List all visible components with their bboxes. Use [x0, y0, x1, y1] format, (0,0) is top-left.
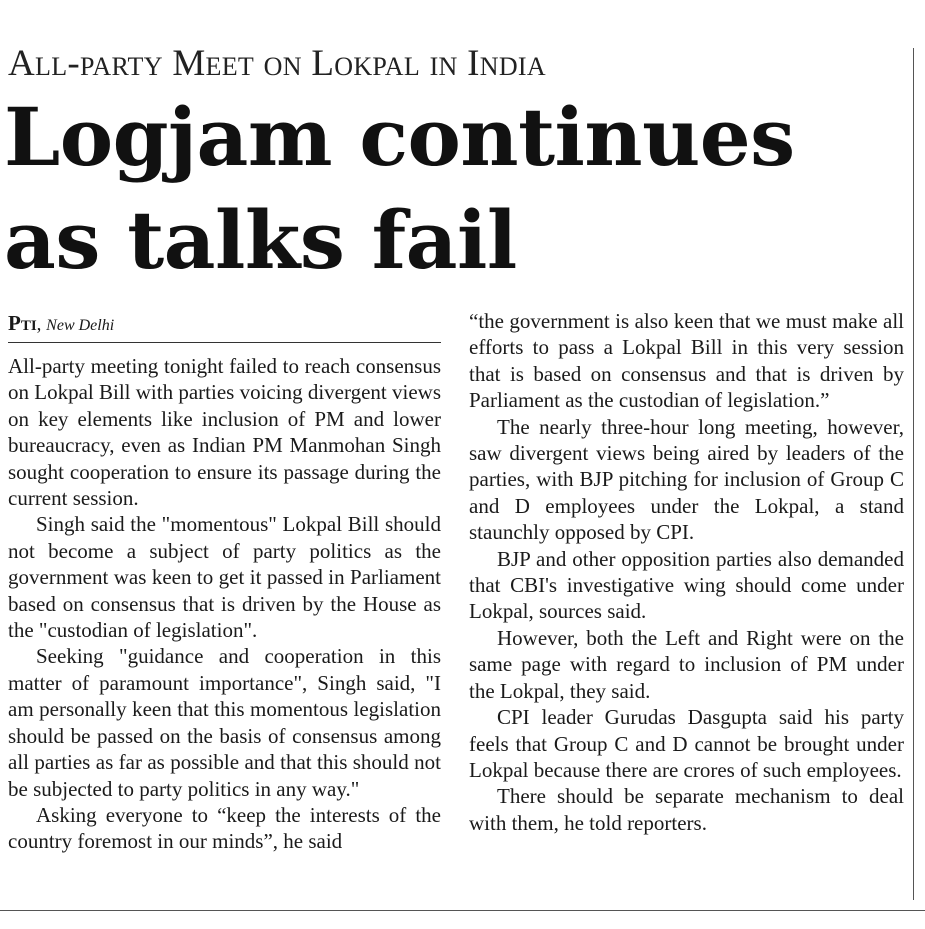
byline: [8, 310, 441, 339]
right-column: [469, 308, 904, 836]
byline-city: New Delhi: [46, 317, 115, 334]
headline-line-2: as talks fail: [4, 193, 517, 287]
right-paragraph-6: There should be separate mechanism to deal with them, he told reporters.: [469, 784, 904, 835]
left-paragraph-4: Asking everyone to “keep the interests of the country foremost in our minds”, he said: [8, 802, 441, 854]
left-paragraph-2: Singh said the "momentous" Lokpal Bill should not become a subject of party politics as the government was keen to get it passed in Parliament based on consensus that is driven by the House as the "custodian of legislation".: [8, 512, 441, 643]
right-paragraph-3: BJP and other opposition parties also demanded that CBI's investigative wing should come under Lokpal, sources said.: [469, 546, 904, 624]
right-paragraph-5: CPI leader Gurudas Dasgupta said his party feels that Group C and D cannot be brought under Lokpal because there are crores of such employees.: [469, 705, 904, 782]
bottom-rule: [0, 910, 925, 911]
left-column: [8, 310, 441, 855]
byline-rule: [8, 342, 441, 343]
column-divider-vertical: [913, 48, 914, 900]
byline-separator: ,: [36, 314, 47, 335]
right-paragraph-2: The nearly three-hour long meeting, however, saw divergent views being aired by leaders of the parties, with BJP pitching for inclusion of Group C and D employees under the Lokpal, a stand staunchly opposed by CPI.: [469, 414, 904, 545]
left-paragraph-3: Seeking "guidance and cooperation in this matter of paramount importance", Singh said, "I am personally keen that this momentous legislation should be passed on the basis of consensus among all parties as far as possible and that this should not be subjected to party politics in any way.": [8, 644, 441, 801]
headline-line-1: Logjam continues: [4, 90, 795, 184]
headline: [4, 86, 909, 292]
right-paragraph-4: However, both the Left and Right were on the same page with regard to inclusion of PM under the Lokpal, they said.: [469, 625, 904, 703]
right-paragraph-1: “the government is also keen that we must make all efforts to pass a Lokpal Bill in this very session that is based on consensus and that is driven by Parliament as the custodian of legislation.”: [469, 309, 904, 413]
left-paragraph-1: All-party meeting tonight failed to reach consensus on Lokpal Bill with parties voicing divergent views on key elements like inclusion of PM and lower bureaucracy, even as Indian PM Manmohan Singh sought cooperation to ensure its passage during the current session.: [8, 354, 441, 511]
byline-agency: Pti: [8, 311, 37, 335]
kicker: All-party Meet on Lokpal in India: [8, 43, 546, 84]
